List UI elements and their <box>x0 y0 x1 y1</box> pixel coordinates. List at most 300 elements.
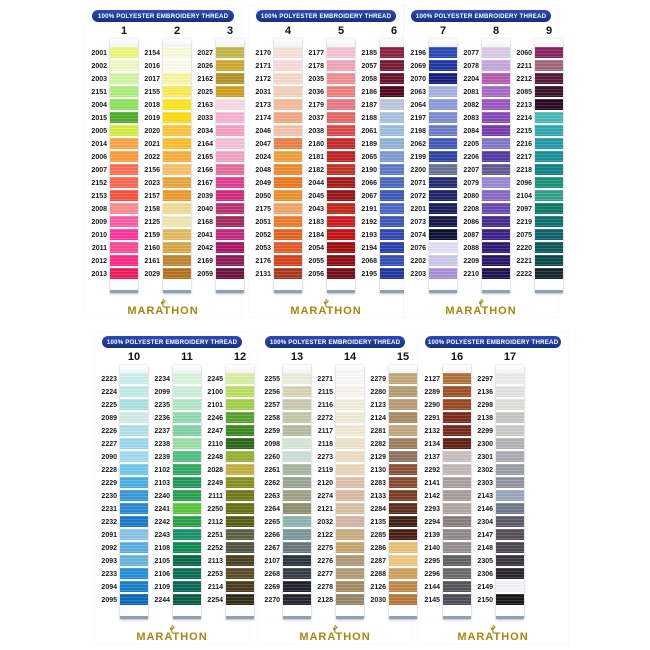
thread-color-swatch <box>110 203 138 214</box>
thread-code-label: 2027 <box>197 50 213 57</box>
thread-code-label: 2188 <box>361 115 377 122</box>
thread-code-label: 2026 <box>197 63 213 70</box>
spool-base <box>482 281 510 293</box>
column-number: 17 <box>503 351 517 363</box>
thread-code-label: 2093 <box>101 558 117 565</box>
thread-code-label: 2138 <box>477 415 493 422</box>
thread-code-label: 2161 <box>144 258 160 265</box>
thread-color-swatch <box>327 164 355 175</box>
thread-code-label: 2295 <box>424 558 440 565</box>
thread-column <box>261 350 314 619</box>
thread-code-label: 2221 <box>516 258 532 265</box>
thread-code-label: 2004 <box>91 102 107 109</box>
thread-color-swatch <box>216 177 244 188</box>
thread-color-swatch <box>443 581 471 592</box>
thread-code-label: 2169 <box>197 258 213 265</box>
thread-color-swatch <box>163 151 191 162</box>
thread-color-swatch <box>226 555 254 566</box>
thread-code-label: 2056 <box>308 271 324 278</box>
thread-color-swatch <box>226 438 254 449</box>
thread-code-label: 2127 <box>424 376 440 383</box>
thread-color-swatch <box>336 542 364 553</box>
thread-code-label: 2247 <box>207 428 223 435</box>
thread-code-label: 2014 <box>91 141 107 148</box>
marathon-logo <box>418 624 568 643</box>
thread-code-list <box>474 365 496 619</box>
thread-color-swatch <box>274 216 302 227</box>
thread-code-label: 2067 <box>361 193 377 200</box>
thread-code-label: 2118 <box>317 441 333 448</box>
thread-color-swatch <box>110 255 138 266</box>
thread-spool <box>216 39 244 293</box>
thread-code-label: 2047 <box>255 141 271 148</box>
thread-color-swatch <box>496 464 524 475</box>
thread-column <box>252 24 305 293</box>
thread-code-label: 2267 <box>264 545 280 552</box>
thread-code-label: 2303 <box>477 480 493 487</box>
thread-color-swatch <box>482 73 510 84</box>
thread-color-swatch <box>336 594 364 605</box>
thread-column <box>141 24 194 293</box>
thread-color-swatch <box>429 255 457 266</box>
thread-color-swatch <box>336 490 364 501</box>
marathon-logo-text: MARATHON <box>290 305 362 317</box>
thread-color-swatch <box>535 73 563 84</box>
thread-code-label: 2129 <box>370 454 386 461</box>
thread-color-swatch <box>327 229 355 240</box>
thread-code-label: 2042 <box>197 245 213 252</box>
thread-color-swatch <box>163 73 191 84</box>
thread-color-swatch <box>429 164 457 175</box>
thread-code-label: 2304 <box>477 519 493 526</box>
thread-code-list <box>261 365 283 619</box>
thread-code-label: 2210 <box>463 271 479 278</box>
thread-color-swatch <box>216 138 244 149</box>
thread-spool <box>336 365 364 619</box>
thread-code-list <box>460 39 482 293</box>
thread-code-label: 2009 <box>91 219 107 226</box>
thread-color-swatch <box>216 242 244 253</box>
thread-columns <box>418 350 568 619</box>
thread-column <box>151 350 204 619</box>
thread-code-label: 2297 <box>477 376 493 383</box>
thread-color-swatch <box>429 229 457 240</box>
thread-code-label: 2252 <box>207 545 223 552</box>
card-header-banner <box>411 10 551 22</box>
thread-color-swatch <box>496 477 524 488</box>
spool-cap <box>496 365 524 373</box>
thread-color-swatch <box>226 529 254 540</box>
thread-code-label: 2049 <box>255 180 271 187</box>
thread-color-swatch <box>110 216 138 227</box>
thread-code-label: 2132 <box>424 428 440 435</box>
thread-code-label: 2058 <box>361 76 377 83</box>
thread-color-swatch <box>443 438 471 449</box>
thread-code-label: 2253 <box>207 571 223 578</box>
thread-code-label: 2163 <box>197 102 213 109</box>
thread-color-swatch <box>274 86 302 97</box>
thread-color-swatch <box>389 386 417 397</box>
thread-code-label: 2137 <box>424 454 440 461</box>
thread-code-label: 2157 <box>144 193 160 200</box>
thread-color-swatch <box>389 555 417 566</box>
thread-code-label: 2043 <box>308 206 324 213</box>
thread-color-swatch <box>110 73 138 84</box>
thread-color-swatch <box>226 477 254 488</box>
thread-code-label: 2198 <box>410 128 426 135</box>
thread-code-label: 2152 <box>91 180 107 187</box>
thread-code-label: 2281 <box>370 428 386 435</box>
thread-code-label: 2257 <box>264 402 280 409</box>
thread-code-label: 2040 <box>197 206 213 213</box>
thread-code-label: 2005 <box>91 128 107 135</box>
thread-color-swatch <box>226 425 254 436</box>
thread-color-swatch <box>482 125 510 136</box>
thread-color-swatch <box>443 464 471 475</box>
column-number: 15 <box>396 351 410 363</box>
thread-code-label: 2261 <box>264 467 280 474</box>
thread-color-swatch <box>482 99 510 110</box>
thread-code-label: 2170 <box>255 50 271 57</box>
thread-color-swatch <box>283 399 311 410</box>
thread-color-swatch <box>535 112 563 123</box>
thread-color-swatch <box>496 490 524 501</box>
thread-color-swatch <box>535 203 563 214</box>
thread-code-list <box>513 39 535 293</box>
thread-code-label: 2286 <box>370 545 386 552</box>
thread-code-label: 2213 <box>516 102 532 109</box>
thread-color-swatch <box>120 399 148 410</box>
spool-base <box>274 281 302 293</box>
thread-color-swatch <box>173 399 201 410</box>
thread-code-list <box>88 39 110 293</box>
thread-color-swatch <box>429 190 457 201</box>
thread-code-label: 2002 <box>91 63 107 70</box>
spool-base <box>327 281 355 293</box>
thread-color-swatch <box>216 164 244 175</box>
thread-code-label: 2032 <box>317 519 333 526</box>
spool-cap <box>226 365 254 373</box>
thread-code-label: 2299 <box>477 428 493 435</box>
thread-color-swatch <box>120 490 148 501</box>
thread-code-label: 2226 <box>101 428 117 435</box>
spool-cap <box>120 365 148 373</box>
thread-color-swatch <box>496 581 524 592</box>
thread-color-swatch <box>120 386 148 397</box>
thread-code-label: 2302 <box>477 467 493 474</box>
thread-color-swatch <box>482 60 510 71</box>
thread-color-swatch <box>429 47 457 58</box>
thread-code-label: 2249 <box>207 480 223 487</box>
thread-color-swatch <box>173 529 201 540</box>
column-body <box>204 365 257 619</box>
thread-color-swatch <box>120 373 148 384</box>
marathon-logo <box>249 298 403 317</box>
thread-code-label: 2231 <box>101 506 117 513</box>
thread-code-label: 2031 <box>255 89 271 96</box>
thread-code-label: 2208 <box>463 206 479 213</box>
thread-code-label: 2291 <box>424 415 440 422</box>
thread-code-label: 2065 <box>361 154 377 161</box>
thread-columns <box>95 350 249 619</box>
thread-color-swatch <box>429 86 457 97</box>
thread-code-label: 2080 <box>463 193 479 200</box>
thread-code-label: 2069 <box>410 63 426 70</box>
spool-cap <box>535 39 563 47</box>
thread-code-label: 2090 <box>101 454 117 461</box>
thread-color-swatch <box>216 255 244 266</box>
thread-code-label: 2119 <box>317 467 333 474</box>
thread-color-swatch <box>173 386 201 397</box>
thread-color-swatch <box>535 216 563 227</box>
thread-code-label: 2115 <box>317 389 333 396</box>
thread-color-swatch <box>327 151 355 162</box>
thread-color-swatch <box>120 594 148 605</box>
thread-color-swatch <box>274 99 302 110</box>
thread-code-label: 2046 <box>255 128 271 135</box>
thread-code-list <box>367 365 389 619</box>
thread-color-swatch <box>226 568 254 579</box>
thread-color-swatch <box>496 542 524 553</box>
thread-color-swatch <box>216 99 244 110</box>
thread-code-label: 2236 <box>154 415 170 422</box>
thread-code-label: 2259 <box>264 428 280 435</box>
thread-color-swatch <box>496 594 524 605</box>
thread-code-label: 2172 <box>255 76 271 83</box>
marathon-logo-text: MARATHON <box>136 631 208 643</box>
thread-code-label: 2255 <box>264 376 280 383</box>
thread-code-label: 2050 <box>255 193 271 200</box>
thread-color-swatch <box>163 242 191 253</box>
column-body <box>421 365 474 619</box>
thread-code-label: 2179 <box>308 102 324 109</box>
spool-base <box>216 281 244 293</box>
thread-color-swatch <box>389 568 417 579</box>
thread-code-label: 2205 <box>463 141 479 148</box>
thread-code-label: 2112 <box>207 519 223 526</box>
thread-color-swatch <box>496 438 524 449</box>
thread-column <box>194 24 247 293</box>
thread-code-label: 2189 <box>361 141 377 148</box>
thread-code-label: 2013 <box>91 271 107 278</box>
thread-color-swatch <box>389 425 417 436</box>
thread-color-swatch <box>173 581 201 592</box>
thread-color-swatch <box>336 568 364 579</box>
thread-color-swatch <box>120 438 148 449</box>
column-number: 14 <box>343 351 357 363</box>
thread-color-swatch <box>226 542 254 553</box>
thread-code-label: 2066 <box>361 180 377 187</box>
thread-color-swatch <box>274 203 302 214</box>
thread-color-swatch <box>110 99 138 110</box>
thread-color-swatch <box>274 112 302 123</box>
thread-color-swatch <box>216 190 244 201</box>
thread-code-label: 2280 <box>370 389 386 396</box>
thread-color-swatch <box>283 412 311 423</box>
thread-color-swatch <box>443 542 471 553</box>
thread-color-swatch <box>535 138 563 149</box>
thread-code-label: 2048 <box>255 167 271 174</box>
thread-code-label: 2254 <box>207 597 223 604</box>
spool-base <box>163 281 191 293</box>
thread-color-swatch <box>110 190 138 201</box>
thread-color-swatch <box>336 438 364 449</box>
thread-code-label: 2187 <box>361 102 377 109</box>
thread-color-swatch <box>496 555 524 566</box>
thread-color-swatch <box>482 164 510 175</box>
thread-color-swatch <box>443 490 471 501</box>
thread-code-label: 2197 <box>410 115 426 122</box>
card-header-banner <box>425 336 561 348</box>
thread-code-label: 2202 <box>410 258 426 265</box>
column-body <box>261 365 314 619</box>
thread-code-label: 2025 <box>197 89 213 96</box>
thread-code-label: 2033 <box>197 115 213 122</box>
thread-code-label: 2144 <box>424 584 440 591</box>
thread-code-label: 2140 <box>424 545 440 552</box>
thread-color-swatch <box>443 503 471 514</box>
thread-code-label: 2060 <box>516 50 532 57</box>
thread-code-label: 2079 <box>463 180 479 187</box>
thread-color-swatch <box>173 373 201 384</box>
thread-color-swatch <box>336 412 364 423</box>
thread-color-swatch <box>389 529 417 540</box>
thread-color-swatch <box>429 203 457 214</box>
thread-code-label: 2245 <box>207 376 223 383</box>
thread-code-label: 2171 <box>255 63 271 70</box>
thread-code-label: 2276 <box>317 558 333 565</box>
thread-code-label: 2266 <box>264 532 280 539</box>
thread-code-label: 2146 <box>477 506 493 513</box>
thread-code-label: 2015 <box>91 115 107 122</box>
thread-code-list <box>151 365 173 619</box>
thread-color-swatch <box>110 112 138 123</box>
thread-color-swatch <box>327 60 355 71</box>
thread-color-swatch <box>283 503 311 514</box>
spool-base <box>120 607 148 619</box>
thread-code-label: 2087 <box>463 232 479 239</box>
thread-spool <box>110 39 138 293</box>
thread-color-swatch <box>173 516 201 527</box>
thread-color-swatch <box>173 490 201 501</box>
thread-code-label: 2164 <box>197 141 213 148</box>
spool-base <box>283 607 311 619</box>
column-number: 5 <box>337 25 345 37</box>
thread-color-swatch <box>482 86 510 97</box>
thread-code-label: 2216 <box>516 141 532 148</box>
thread-color-swatch <box>389 490 417 501</box>
thread-code-label: 2011 <box>91 245 107 252</box>
thread-code-label: 2143 <box>477 493 493 500</box>
thread-code-label: 2212 <box>516 76 532 83</box>
spool-base <box>443 607 471 619</box>
thread-color-swatch <box>429 216 457 227</box>
column-number: 6 <box>390 25 398 37</box>
thread-code-label: 2120 <box>317 480 333 487</box>
thread-color-swatch <box>327 86 355 97</box>
thread-code-label: 2070 <box>410 76 426 83</box>
thread-color-swatch <box>283 425 311 436</box>
card-header-text: 100% POLYESTER EMBROIDERY THREAD <box>415 12 547 20</box>
thread-code-label: 2100 <box>207 389 223 396</box>
thread-color-swatch <box>496 386 524 397</box>
thread-code-label: 2296 <box>424 571 440 578</box>
thread-code-label: 2156 <box>144 167 160 174</box>
thread-code-label: 2054 <box>308 245 324 252</box>
thread-code-label: 2273 <box>317 454 333 461</box>
thread-code-label: 2057 <box>361 63 377 70</box>
thread-color-swatch <box>443 386 471 397</box>
thread-code-label: 2130 <box>370 467 386 474</box>
thread-code-label: 2240 <box>154 493 170 500</box>
thread-color-swatch <box>429 112 457 123</box>
thread-code-label: 2086 <box>463 219 479 226</box>
thread-color-swatch <box>110 138 138 149</box>
thread-code-label: 2113 <box>207 558 223 565</box>
spool-cap <box>173 365 201 373</box>
thread-color-swatch <box>389 503 417 514</box>
thread-color-swatch <box>226 464 254 475</box>
spool-cap <box>283 365 311 373</box>
thread-color-swatch <box>429 151 457 162</box>
thread-code-label: 2305 <box>477 558 493 565</box>
thread-color-swatch <box>389 516 417 527</box>
thread-code-label: 2078 <box>463 63 479 70</box>
thread-color-swatch <box>327 242 355 253</box>
thread-color-swatch <box>226 503 254 514</box>
thread-code-label: 2134 <box>424 441 440 448</box>
thread-code-label: 2200 <box>410 167 426 174</box>
thread-code-label: 2241 <box>154 506 170 513</box>
thread-code-label: 2016 <box>144 63 160 70</box>
column-number: 10 <box>127 351 141 363</box>
thread-color-swatch <box>163 216 191 227</box>
thread-code-label: 2108 <box>154 545 170 552</box>
thread-color-swatch <box>443 451 471 462</box>
thread-color-swatch <box>274 242 302 253</box>
thread-code-label: 2117 <box>317 428 333 435</box>
thread-color-swatch <box>336 464 364 475</box>
column-body <box>88 39 141 293</box>
thread-color-swatch <box>274 164 302 175</box>
thread-code-list <box>314 365 336 619</box>
thread-color-swatch <box>226 594 254 605</box>
thread-color-swatch <box>496 516 524 527</box>
thread-color-swatch <box>443 594 471 605</box>
thread-code-label: 2239 <box>154 454 170 461</box>
thread-code-label: 2051 <box>255 219 271 226</box>
thread-color-swatch <box>173 451 201 462</box>
thread-color-swatch <box>443 568 471 579</box>
thread-code-label: 2242 <box>154 519 170 526</box>
thread-color-swatch <box>389 412 417 423</box>
thread-color-swatch <box>283 542 311 553</box>
thread-color-swatch <box>274 177 302 188</box>
thread-code-label: 2176 <box>255 258 271 265</box>
thread-code-label: 2219 <box>516 219 532 226</box>
thread-color-swatch <box>389 464 417 475</box>
thread-code-label: 2235 <box>154 402 170 409</box>
thread-code-label: 2301 <box>477 454 493 461</box>
thread-spool <box>535 39 563 293</box>
thread-color-swatch <box>110 151 138 162</box>
thread-card <box>404 6 558 317</box>
thread-code-label: 2116 <box>317 402 333 409</box>
marathon-logo-text: MARATHON <box>127 305 199 317</box>
thread-code-label: 2190 <box>361 167 377 174</box>
thread-color-swatch <box>216 203 244 214</box>
thread-color-swatch <box>283 464 311 475</box>
